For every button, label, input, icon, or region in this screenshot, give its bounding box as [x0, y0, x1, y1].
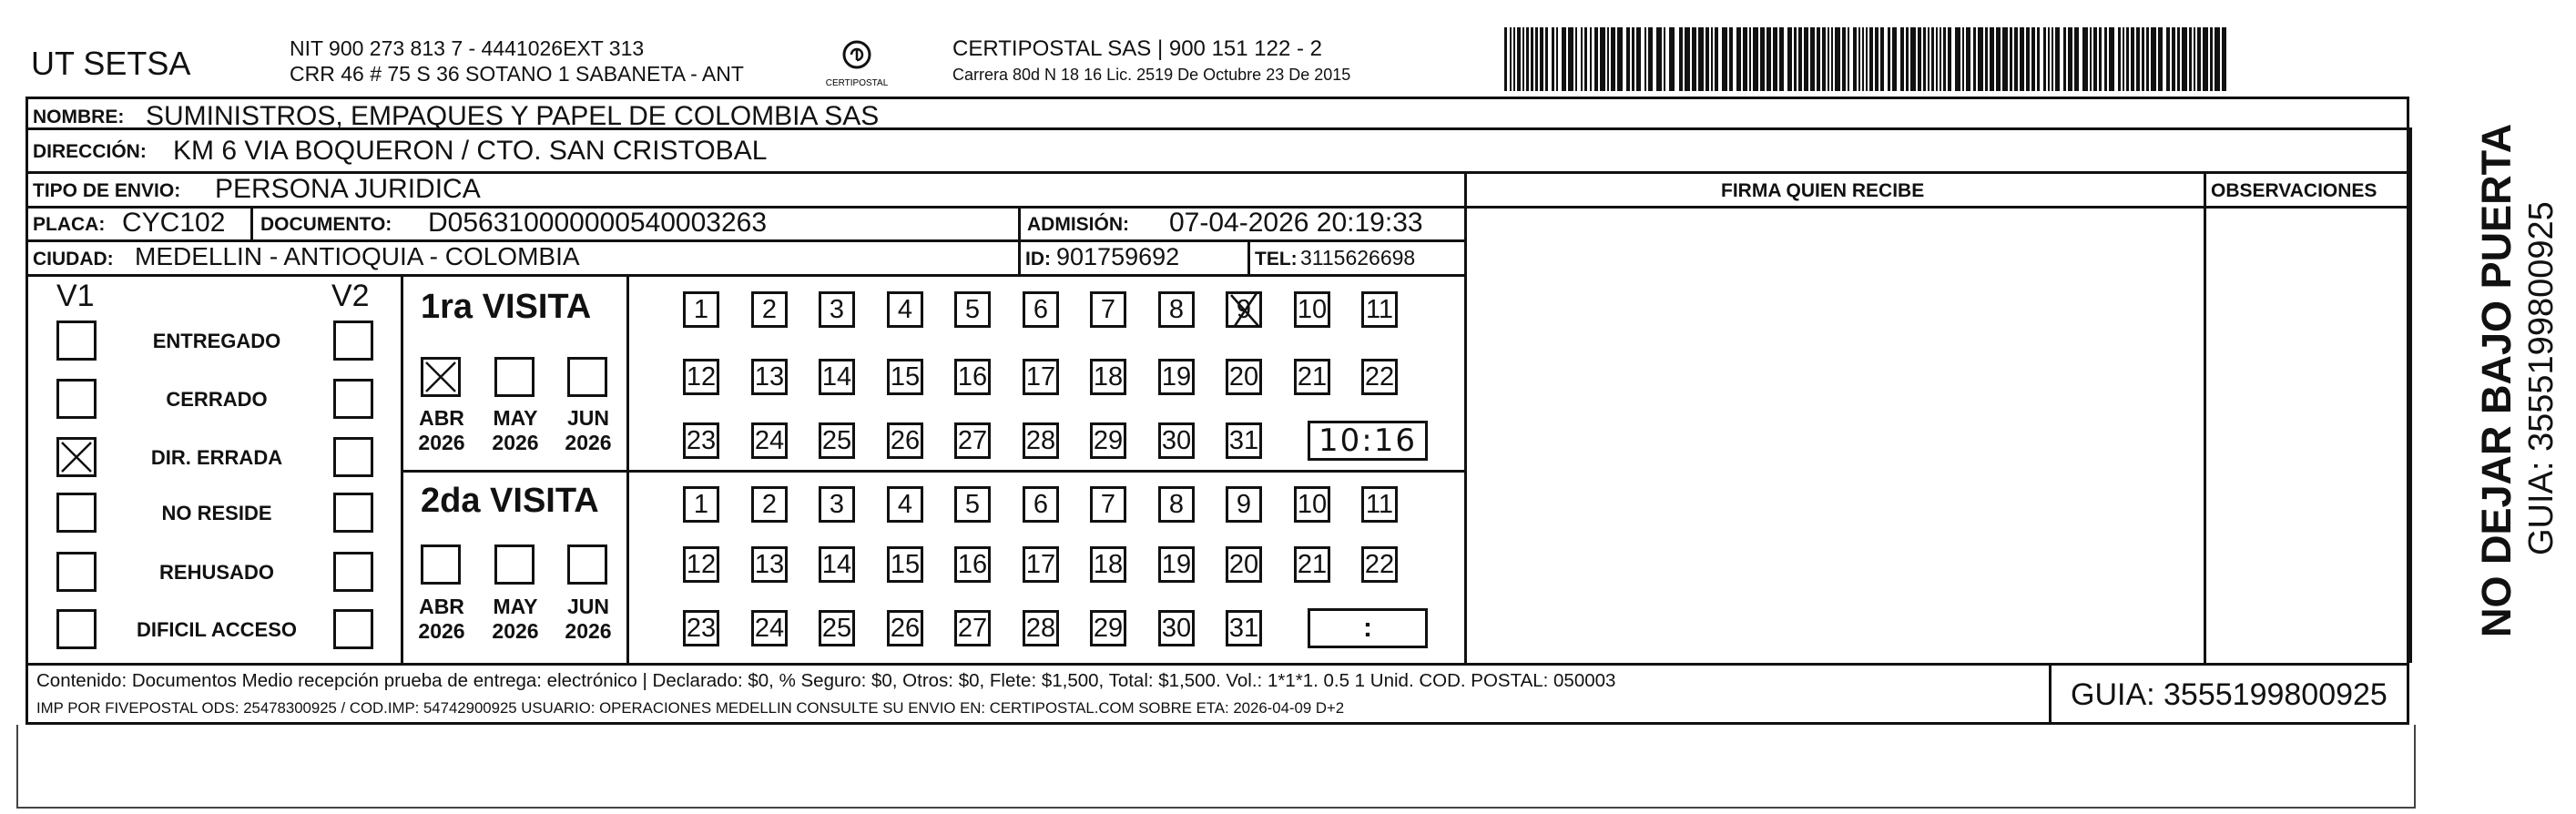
no-dejar-bajo-puerta: NO DEJAR BAJO PUERTA [2473, 123, 2520, 637]
month-name: MAY [493, 595, 538, 618]
visit2-day-cell[interactable] [1090, 610, 1126, 646]
observaciones-label: OBSERVACIONES [2211, 180, 2377, 201]
visit2-day-cell[interactable] [1023, 486, 1059, 523]
visit1-day-cell[interactable] [1090, 422, 1126, 459]
month-year: 2026 [565, 431, 612, 454]
visit2-day-cell[interactable] [751, 610, 788, 646]
visit2-day-cell[interactable] [1294, 486, 1330, 523]
month-name: JUN [566, 406, 609, 430]
visit1-title: 1ra VISITA [421, 288, 592, 326]
visit2-day-cell[interactable] [1226, 546, 1262, 583]
visit2-day-cell[interactable] [887, 610, 923, 646]
ciudad-value: MEDELLIN - ANTIOQUIA - COLOMBIA [135, 242, 580, 270]
visit1-day-cell[interactable] [887, 422, 923, 459]
day-number: 21 [1297, 361, 1328, 392]
day-number: 17 [1025, 549, 1056, 579]
direccion-value: KM 6 VIA BOQUERON / CTO. SAN CRISTOBAL [173, 136, 768, 166]
day-number: 3 [829, 489, 845, 519]
visit1-day-cell[interactable] [1294, 291, 1330, 328]
check-x-icon [1226, 291, 1262, 328]
visit2-day-cell[interactable] [1294, 546, 1330, 583]
month-year: 2026 [492, 431, 539, 454]
id-label: ID: [1025, 249, 1051, 270]
v2-checkbox[interactable] [333, 609, 373, 649]
day-number: 26 [890, 425, 921, 455]
visit1-month-checkbox[interactable] [421, 357, 461, 397]
day-number: 11 [1365, 294, 1394, 324]
contenido-text: Contenido: Documentos Medio recepción prueba de entrega: electrónico | Declarado: $0, % Seguro: $0, Otros: $0, Flete: $1,500, Total: $1,500. Vol.: 1*1*1. 0.5 1 Unid. COD. POSTAL: 050003 [36, 670, 1616, 691]
day-number: 11 [1365, 489, 1394, 519]
day-number: 20 [1228, 361, 1259, 392]
visit2-day-cell[interactable] [683, 610, 719, 646]
visit2-day-cell[interactable] [751, 546, 788, 583]
tel-value: 3115626698 [1300, 246, 1416, 270]
visit1-day-cell[interactable] [1226, 422, 1262, 459]
day-number: 22 [1364, 361, 1395, 392]
day-number: 10 [1297, 294, 1328, 324]
day-number: 2 [761, 489, 778, 519]
visit2-day-cell[interactable] [1158, 610, 1195, 646]
footer-guia: GUIA: 3555199800925 [2071, 677, 2388, 712]
visit2-day-cell[interactable] [887, 486, 923, 523]
visit1-day-cell[interactable] [683, 291, 719, 328]
visit2-day-cell[interactable] [1090, 486, 1126, 523]
day-number: 27 [957, 425, 988, 455]
tipo-envio-value: PERSONA JURIDICA [215, 174, 481, 204]
imp-text: IMP POR FIVEPOSTAL ODS: 25478300925 / COD.IMP: 54742900925 USUARIO: OPERACIONES MEDELLIN CONSULTE SU ENVIO EN: CERTIPOSTAL.COM SOBRE ETA: 2026-04-09 D+2 [36, 699, 1345, 717]
visit1-day-cell[interactable] [819, 359, 855, 395]
day-number: 9 [1236, 294, 1252, 324]
day-number: 30 [1161, 425, 1192, 455]
day-number: 17 [1025, 361, 1056, 392]
visit2-time: : [1363, 613, 1372, 643]
day-number: 9 [1236, 489, 1252, 519]
day-number: 15 [890, 361, 921, 392]
lower-frame [16, 725, 2416, 809]
visit1-day-cell[interactable] [751, 291, 788, 328]
visit1-time: 10:16 [1319, 422, 1417, 459]
month-name: ABR [419, 595, 464, 618]
status-label: ENTREGADO [152, 330, 281, 352]
day-number: 18 [1093, 549, 1124, 579]
day-number: 23 [686, 425, 717, 455]
v1-checkbox[interactable] [56, 321, 97, 361]
v2-checkbox[interactable] [333, 321, 373, 361]
visit1-day-cell[interactable] [1158, 359, 1195, 395]
visit2-month-label [410, 596, 473, 646]
visit1-day-cell[interactable] [1158, 422, 1195, 459]
day-number: 16 [957, 361, 988, 392]
certipostal-license: Carrera 80d N 18 16 Lic. 2519 De Octubre 23 De 2015 [952, 66, 1351, 84]
month-year: 2026 [418, 619, 465, 643]
check-x-icon [59, 440, 94, 474]
month-year: 2026 [565, 619, 612, 643]
status-label: NO RESIDE [161, 502, 272, 524]
visit1-day-cell[interactable] [819, 291, 855, 328]
day-number: 12 [686, 549, 717, 579]
check-x-icon [423, 360, 458, 394]
day-number: 19 [1161, 549, 1192, 579]
visit1-day-cell[interactable] [954, 359, 991, 395]
visit1-day-cell[interactable] [1023, 422, 1059, 459]
day-number: 25 [821, 613, 852, 643]
visit1-month-label [410, 408, 473, 457]
side-guia: GUIA: 3555199800925 [2522, 201, 2561, 555]
visit2-day-cell[interactable] [819, 546, 855, 583]
firma-label: FIRMA QUIEN RECIBE [1721, 180, 1925, 201]
day-number: 16 [957, 549, 988, 579]
day-number: 30 [1161, 613, 1192, 643]
visit2-day-cell[interactable] [1226, 610, 1262, 646]
v1-header: V1 [56, 279, 95, 313]
company-name: UT SETSA [31, 45, 191, 82]
visit1-day-cell[interactable] [683, 359, 719, 395]
day-number: 29 [1093, 613, 1124, 643]
visit1-time-field[interactable] [1308, 421, 1428, 461]
day-number: 28 [1025, 613, 1056, 643]
v2-checkbox[interactable] [333, 493, 373, 533]
visit1-day-cell[interactable] [1226, 359, 1262, 395]
visit1-day-cell[interactable] [751, 422, 788, 459]
visit2-day-cell[interactable] [1023, 610, 1059, 646]
visit1-day-cell[interactable] [1294, 359, 1330, 395]
day-number: 18 [1093, 361, 1124, 392]
visit1-day-cell[interactable] [1090, 291, 1126, 328]
visit2-month-label [556, 596, 620, 646]
visit2-day-cell[interactable] [887, 546, 923, 583]
day-number: 2 [761, 294, 778, 324]
visit1-day-cell[interactable] [1361, 359, 1398, 395]
day-number: 14 [821, 361, 852, 392]
status-label: DIR. ERRADA [150, 446, 283, 469]
nit-text: NIT 900 273 813 7 - 4441026EXT 313 [290, 36, 645, 60]
visit1-day-cell[interactable] [954, 422, 991, 459]
svg-text:CERTIPOSTAL: CERTIPOSTAL [825, 78, 889, 88]
visit2-month-label [484, 596, 547, 646]
visit2-day-cell[interactable] [683, 486, 719, 523]
day-number: 14 [821, 549, 852, 579]
visit2-title: 2da VISITA [421, 482, 599, 520]
admision-label: ADMISIÓN: [1027, 214, 1129, 235]
visit1-day-cell[interactable] [1226, 291, 1262, 328]
v1-checkbox[interactable] [56, 609, 97, 649]
status-label: CERRADO [166, 388, 268, 411]
day-number: 31 [1228, 613, 1259, 643]
admision-value: 07-04-2026 20:19:33 [1169, 208, 1423, 238]
visit1-day-cell[interactable] [751, 359, 788, 395]
v1-checkbox[interactable] [56, 493, 97, 533]
v1-checkbox[interactable] [56, 552, 97, 592]
visit2-day-cell[interactable] [1090, 546, 1126, 583]
visit2-month-checkbox[interactable] [421, 544, 461, 585]
v2-header: V2 [331, 279, 370, 313]
day-number: 7 [1100, 294, 1116, 324]
visit2-day-cell[interactable] [819, 610, 855, 646]
documento-value: D056310000000540003263 [428, 208, 768, 238]
id-value: 901759692 [1056, 243, 1180, 270]
visit1-day-cell[interactable] [683, 422, 719, 459]
visit2-day-cell[interactable] [683, 546, 719, 583]
visit2-day-cell[interactable] [954, 486, 991, 523]
day-number: 1 [693, 294, 709, 324]
day-number: 24 [754, 425, 785, 455]
day-number: 15 [890, 549, 921, 579]
day-number: 25 [821, 425, 852, 455]
direccion-label: DIRECCIÓN: [33, 141, 147, 162]
visit1-month-label [484, 408, 547, 457]
nombre-value: SUMINISTROS, EMPAQUES Y PAPEL DE COLOMBIA SAS [146, 101, 880, 131]
day-number: 5 [964, 294, 981, 324]
month-name: JUN [566, 595, 609, 618]
visit1-day-cell[interactable] [1158, 291, 1195, 328]
visit1-day-cell[interactable] [1023, 291, 1059, 328]
visit2-day-cell[interactable] [954, 610, 991, 646]
v1-checkbox[interactable] [56, 437, 97, 477]
visit1-day-cell[interactable] [887, 359, 923, 395]
barcode-icon [1504, 27, 2228, 91]
visit2-day-cell[interactable] [1158, 546, 1195, 583]
company-address: CRR 46 # 75 S 36 SOTANO 1 SABANETA - ANT [290, 62, 744, 86]
v1-checkbox[interactable] [56, 379, 97, 419]
visit1-day-cell[interactable] [1023, 359, 1059, 395]
day-number: 20 [1228, 549, 1259, 579]
day-number: 19 [1161, 361, 1192, 392]
day-number: 3 [829, 294, 845, 324]
day-number: 28 [1025, 425, 1056, 455]
nombre-label: NOMBRE: [33, 107, 125, 127]
certipostal-logo [825, 36, 889, 91]
day-number: 21 [1297, 549, 1328, 579]
ciudad-label: CIUDAD: [33, 249, 114, 270]
visit1-month-label [556, 408, 620, 457]
visit1-day-cell[interactable] [954, 291, 991, 328]
placa-value: CYC102 [122, 208, 226, 238]
day-number: 8 [1168, 489, 1185, 519]
visit2-month-checkbox[interactable] [494, 544, 535, 585]
visit2-day-cell[interactable] [1226, 486, 1262, 523]
day-number: 7 [1100, 489, 1116, 519]
day-number: 26 [890, 613, 921, 643]
visit2-day-cell[interactable] [819, 486, 855, 523]
day-number: 23 [686, 613, 717, 643]
visit2-day-cell[interactable] [1023, 546, 1059, 583]
day-number: 5 [964, 489, 981, 519]
visit2-day-cell[interactable] [1361, 486, 1398, 523]
visit2-day-cell[interactable] [1158, 486, 1195, 523]
visit1-day-cell[interactable] [887, 291, 923, 328]
day-number: 24 [754, 613, 785, 643]
visit2-day-cell[interactable] [954, 546, 991, 583]
day-number: 1 [693, 489, 709, 519]
day-number: 27 [957, 613, 988, 643]
day-number: 4 [897, 294, 913, 324]
certipostal-name: CERTIPOSTAL SAS | 900 151 122 - 2 [952, 36, 1322, 61]
day-number: 4 [897, 489, 913, 519]
tel-label: TEL: [1255, 249, 1298, 270]
month-name: MAY [493, 406, 538, 430]
visit2-time-field[interactable] [1308, 608, 1428, 648]
status-label: DIFICIL ACCESO [136, 618, 297, 641]
visit2-day-cell[interactable] [1361, 546, 1398, 583]
day-number: 13 [754, 549, 785, 579]
visit1-day-cell[interactable] [1090, 359, 1126, 395]
visit2-day-cell[interactable] [751, 486, 788, 523]
day-number: 12 [686, 361, 717, 392]
visit1-month-checkbox[interactable] [567, 357, 607, 397]
visit2-month-checkbox[interactable] [567, 544, 607, 585]
visit1-day-cell[interactable] [1361, 291, 1398, 328]
month-name: ABR [419, 406, 464, 430]
visit1-month-checkbox[interactable] [494, 357, 535, 397]
tipo-envio-label: TIPO DE ENVIO: [33, 180, 181, 201]
placa-label: PLACA: [33, 214, 106, 235]
v2-checkbox[interactable] [333, 379, 373, 419]
v2-checkbox[interactable] [333, 437, 373, 477]
day-number: 29 [1093, 425, 1124, 455]
day-number: 22 [1364, 549, 1395, 579]
day-number: 6 [1033, 489, 1049, 519]
documento-label: DOCUMENTO: [260, 214, 392, 235]
day-number: 31 [1228, 425, 1259, 455]
month-year: 2026 [492, 619, 539, 643]
visit1-day-cell[interactable] [819, 422, 855, 459]
day-number: 13 [754, 361, 785, 392]
day-number: 6 [1033, 294, 1049, 324]
month-year: 2026 [418, 431, 465, 454]
status-label: REHUSADO [159, 561, 274, 584]
day-number: 10 [1297, 489, 1328, 519]
v2-checkbox[interactable] [333, 552, 373, 592]
day-number: 8 [1168, 294, 1185, 324]
